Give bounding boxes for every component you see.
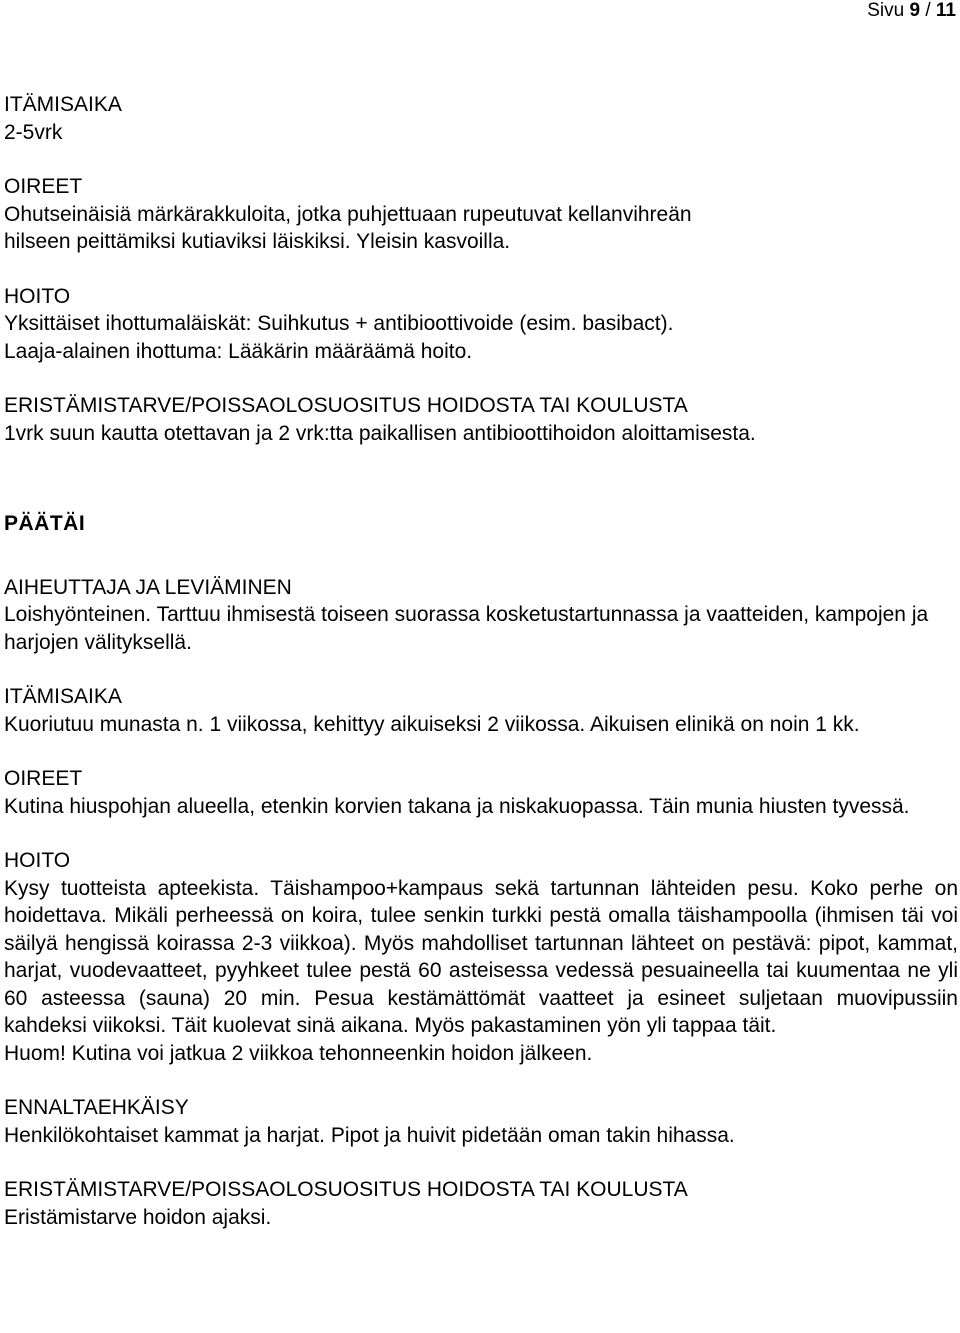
incubation-heading: ITÄMISAIKA [4, 93, 122, 116]
page-prefix: Sivu [867, 0, 905, 21]
treatment-line-1: Yksittäiset ihottumaläiskät: Suihkutus + antibioottivoide (esim. basibact). [4, 312, 674, 335]
lice-treatment-text: Kysy tuotteista apteekista. Täishampoo+kampaus sekä tartunnan lähteiden pesu. Koko perhe on hoidettava. Mikäli perheessä on koira, tulee senkin turkki pestä omalla täishampoolla (ihmisen täi voi säilyä hengissä koirassa 2-3 viikkoa). Myös mahdolliset tartunnan lähteet on pestävä: pipot, kammat, harjat, vuodevaatteet, pyyhkeet tulee pestä 60 asteisessa vedessä pesuaineella tai kuumentaa ne yli 60 asteessa (sauna) 20 min. Pesua kestämättömät vaatteet ja esineet suljetaan muovipussiin kahdeksi viikoksi. Täit kuolevat sinä aikana. Myös pakastaminen yön yli tappaa täit. [4, 876, 958, 1037]
isolation-section [4, 392, 958, 447]
cause-section [4, 574, 958, 657]
lice-incubation-heading: ITÄMISAIKA [4, 685, 122, 708]
treatment-line-2: Laaja-alainen ihottuma: Lääkärin määräämä hoito. [4, 339, 473, 363]
prevention-text: Henkilökohtaiset kammat ja harjat. Pipot ja huivit pidetään oman takin hihassa. [4, 1123, 735, 1147]
cause-text: Loishyönteinen. Tarttuu ihmisestä toiseen suorassa kosketustartunnassa ja vaatteiden, kampojen ja harjojen välityksellä. [4, 603, 929, 654]
lice-isolation-text: Eristämistarve hoidon ajaksi. [4, 1205, 272, 1229]
lice-treatment-section [4, 847, 958, 1067]
lice-isolation-section [4, 1176, 958, 1231]
cause-heading: AIHEUTTAJA JA LEVIÄMINEN [4, 575, 292, 599]
lice-treatment-heading: HOITO [4, 849, 71, 872]
lice-isolation-heading: ERISTÄMISTARVE/POISSAOLOSUOSITUS HOIDOSTA TAI KOULUSTA [4, 1178, 688, 1201]
lice-symptoms-text: Kutina hiuspohjan alueella, etenkin korvien takana ja niskakuopassa. Täin munia hiusten tyvessä. [4, 794, 910, 818]
symptoms-line-2: hilseen peittämiksi kutiaviksi läiskiksi. Yleisin kasvoilla. [4, 230, 511, 253]
prevention-section [4, 1094, 958, 1149]
page-total: 11 [935, 0, 956, 21]
symptoms-heading: OIREET [4, 175, 83, 198]
symptoms-line-1: Ohutseinäisiä märkärakkuloita, jotka puhjettuaan rupeutuvat kellanvihreän [4, 202, 692, 226]
incubation-text: 2-5vrk [4, 120, 63, 144]
page-number [867, 0, 956, 22]
page-current: 9 [909, 0, 921, 21]
symptoms-section [4, 173, 958, 256]
isolation-heading: ERISTÄMISTARVE/POISSAOLOSUOSITUS HOIDOSTA TAI KOULUSTA [4, 394, 688, 417]
isolation-text: 1vrk suun kautta otettavan ja 2 vrk:tta paikallisen antibioottihoidon aloittamisesta. [4, 421, 756, 445]
lice-symptoms-section [4, 765, 958, 820]
incubation-section [4, 91, 958, 146]
document-body [4, 91, 958, 1231]
lice-incubation-section [4, 683, 958, 738]
lice-note-text: Huom! Kutina voi jatkua 2 viikkoa tehonneenkin hoidon jälkeen. [4, 1041, 593, 1065]
lice-incubation-text: Kuoriutuu munasta n. 1 viikossa, kehittyy aikuiseksi 2 viikossa. Aikuisen elinikä on noin 1 kk. [4, 712, 860, 736]
lice-symptoms-heading: OIREET [4, 767, 83, 790]
prevention-heading: ENNALTAEHKÄISY [4, 1096, 189, 1119]
page-separator: / [925, 0, 931, 21]
treatment-heading: HOITO [4, 284, 71, 308]
treatment-section [4, 283, 958, 366]
section-title-lice: PÄÄTÄI [4, 512, 86, 535]
